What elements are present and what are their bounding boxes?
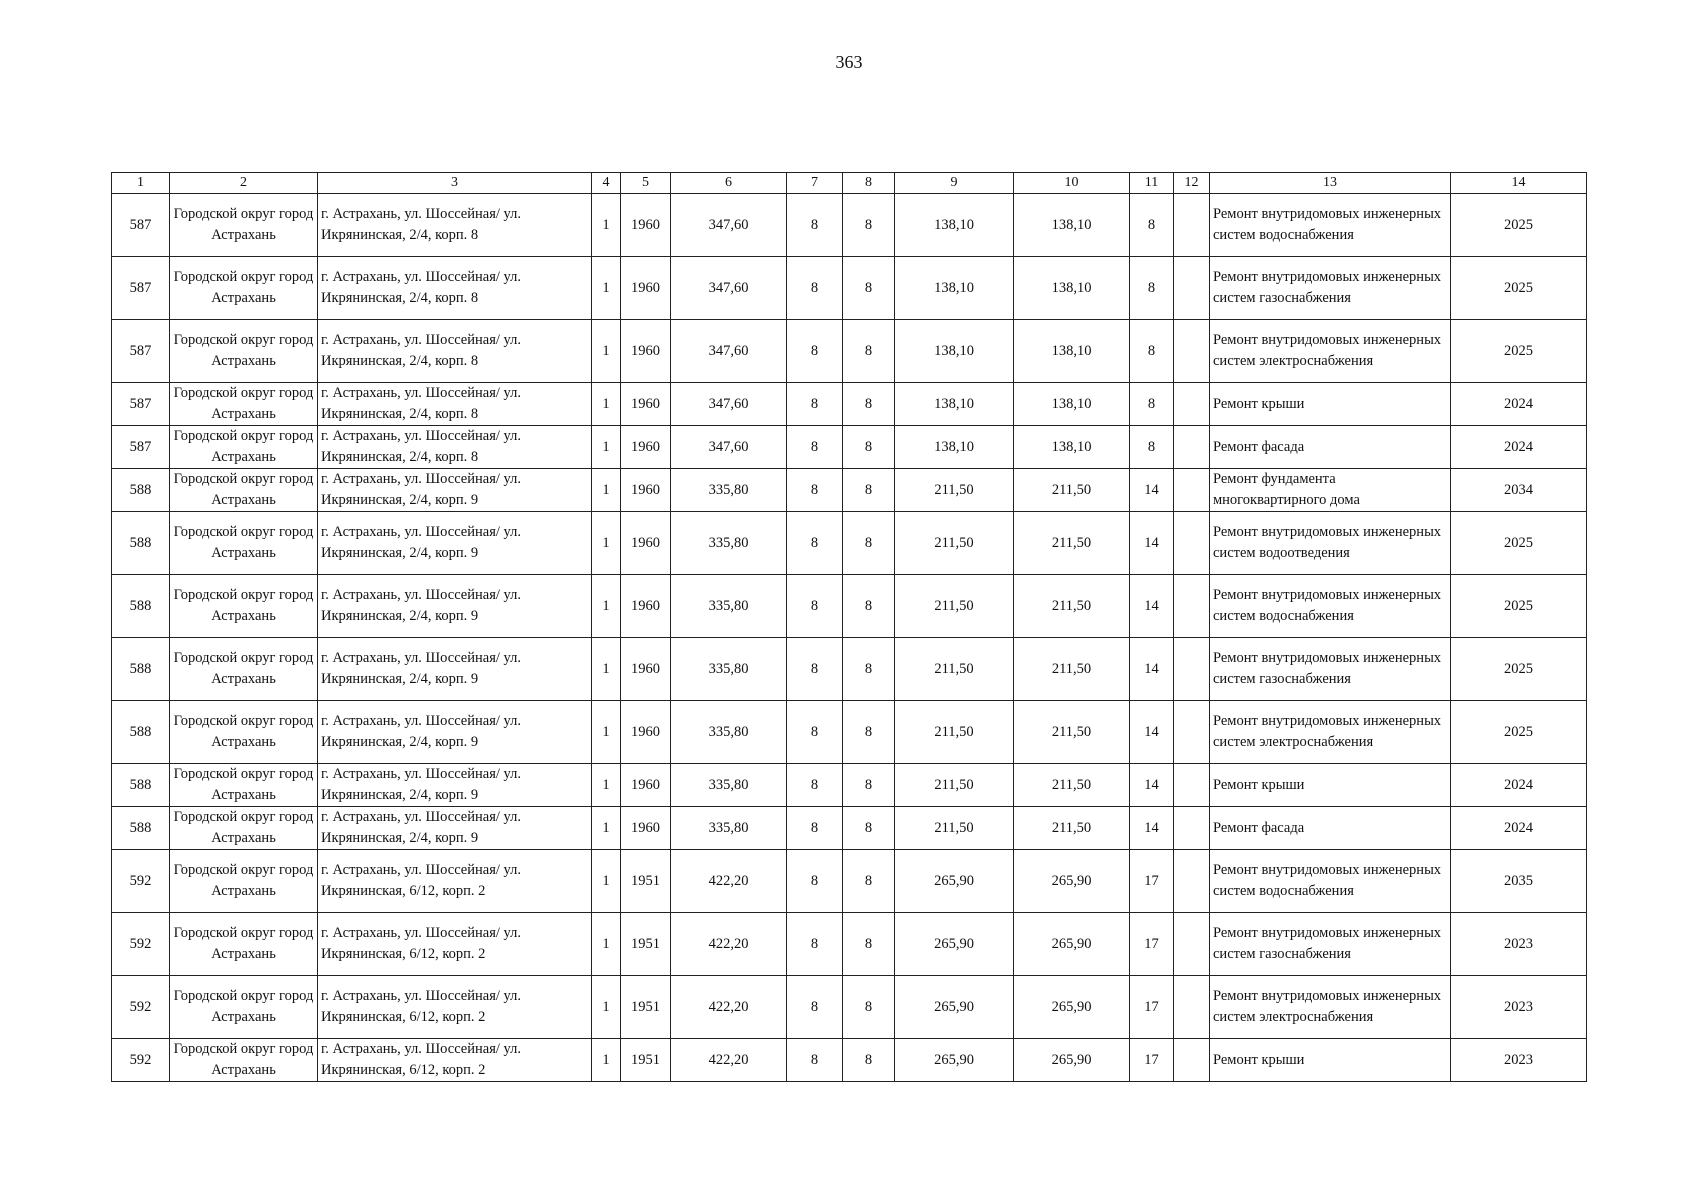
- cell-residents: 14: [1130, 575, 1174, 638]
- cell-work-type: Ремонт крыши: [1210, 764, 1451, 807]
- cell-residential-area: 138,10: [1014, 320, 1130, 383]
- cell-row-number: 592: [112, 913, 170, 976]
- cell-row-number: 588: [112, 701, 170, 764]
- cell-year-built: 1951: [621, 913, 671, 976]
- cell-floors-max: 8: [843, 638, 895, 701]
- cell-residential-area: 265,90: [1014, 913, 1130, 976]
- cell-address: г. Астрахань, ул. Шоссейная/ ул. Икрянинская, 6/12, корп. 2: [318, 976, 592, 1039]
- cell-residential-area: 211,50: [1014, 764, 1130, 807]
- table-row: [112, 638, 1587, 701]
- cell-living-area: 211,50: [895, 701, 1014, 764]
- table-row: [112, 807, 1587, 850]
- cell-work-type: Ремонт внутридомовых инженерных систем газоснабжения: [1210, 638, 1451, 701]
- cell-building-count: 1: [592, 976, 621, 1039]
- cell-total-area: 347,60: [671, 194, 787, 257]
- cell-residential-area: 211,50: [1014, 469, 1130, 512]
- cell-floors-max: 8: [843, 512, 895, 575]
- cell-work-type: Ремонт внутридомовых инженерных систем электроснабжения: [1210, 701, 1451, 764]
- cell-col-12: [1174, 512, 1210, 575]
- table-row: [112, 512, 1587, 575]
- cell-residents: 8: [1130, 194, 1174, 257]
- cell-address: г. Астрахань, ул. Шоссейная/ ул. Икрянинская, 2/4, корп. 8: [318, 426, 592, 469]
- cell-row-number: 588: [112, 575, 170, 638]
- cell-row-number: 587: [112, 194, 170, 257]
- cell-living-area: 138,10: [895, 383, 1014, 426]
- cell-col-12: [1174, 764, 1210, 807]
- cell-floors-max: 8: [843, 850, 895, 913]
- cell-residential-area: 211,50: [1014, 807, 1130, 850]
- cell-floors-max: 8: [843, 320, 895, 383]
- cell-floors-max: 8: [843, 913, 895, 976]
- cell-total-area: 347,60: [671, 383, 787, 426]
- table-row: [112, 469, 1587, 512]
- cell-residential-area: 265,90: [1014, 850, 1130, 913]
- cell-planned-year: 2035: [1451, 850, 1587, 913]
- column-header: 11: [1130, 173, 1174, 194]
- cell-total-area: 422,20: [671, 976, 787, 1039]
- cell-residential-area: 138,10: [1014, 383, 1130, 426]
- cell-building-count: 1: [592, 512, 621, 575]
- cell-residents: 17: [1130, 976, 1174, 1039]
- cell-building-count: 1: [592, 850, 621, 913]
- cell-address: г. Астрахань, ул. Шоссейная/ ул. Икрянинская, 2/4, корп. 9: [318, 575, 592, 638]
- cell-building-count: 1: [592, 257, 621, 320]
- cell-floors-max: 8: [843, 764, 895, 807]
- cell-living-area: 138,10: [895, 426, 1014, 469]
- cell-row-number: 588: [112, 764, 170, 807]
- cell-year-built: 1960: [621, 194, 671, 257]
- cell-living-area: 211,50: [895, 469, 1014, 512]
- cell-planned-year: 2025: [1451, 701, 1587, 764]
- cell-year-built: 1960: [621, 320, 671, 383]
- cell-building-count: 1: [592, 913, 621, 976]
- column-header: 4: [592, 173, 621, 194]
- cell-row-number: 592: [112, 976, 170, 1039]
- cell-floors-max: 8: [843, 807, 895, 850]
- cell-planned-year: 2024: [1451, 807, 1587, 850]
- page-number: 363: [835, 52, 863, 72]
- cell-floors: 8: [787, 257, 843, 320]
- cell-work-type: Ремонт внутридомовых инженерных систем водоотведения: [1210, 512, 1451, 575]
- cell-residents: 8: [1130, 257, 1174, 320]
- cell-floors: 8: [787, 469, 843, 512]
- cell-year-built: 1960: [621, 426, 671, 469]
- cell-residential-area: 211,50: [1014, 575, 1130, 638]
- cell-floors: 8: [787, 426, 843, 469]
- cell-residential-area: 211,50: [1014, 701, 1130, 764]
- cell-floors: 8: [787, 913, 843, 976]
- cell-municipality: Городской округ город Астрахань: [170, 194, 318, 257]
- cell-year-built: 1960: [621, 638, 671, 701]
- cell-row-number: 587: [112, 383, 170, 426]
- cell-floors-max: 8: [843, 469, 895, 512]
- cell-work-type: Ремонт крыши: [1210, 383, 1451, 426]
- cell-col-12: [1174, 701, 1210, 764]
- cell-residents: 8: [1130, 383, 1174, 426]
- cell-living-area: 138,10: [895, 194, 1014, 257]
- cell-total-area: 335,80: [671, 807, 787, 850]
- cell-residents: 8: [1130, 426, 1174, 469]
- cell-municipality: Городской округ город Астрахань: [170, 764, 318, 807]
- cell-floors: 8: [787, 701, 843, 764]
- cell-residential-area: 138,10: [1014, 426, 1130, 469]
- cell-residential-area: 138,10: [1014, 194, 1130, 257]
- cell-col-12: [1174, 257, 1210, 320]
- cell-living-area: 265,90: [895, 1039, 1014, 1082]
- cell-residents: 17: [1130, 850, 1174, 913]
- cell-planned-year: 2024: [1451, 764, 1587, 807]
- cell-residents: 14: [1130, 764, 1174, 807]
- cell-address: г. Астрахань, ул. Шоссейная/ ул. Икрянинская, 2/4, корп. 8: [318, 194, 592, 257]
- cell-row-number: 588: [112, 469, 170, 512]
- cell-total-area: 335,80: [671, 764, 787, 807]
- cell-residential-area: 211,50: [1014, 638, 1130, 701]
- cell-building-count: 1: [592, 764, 621, 807]
- cell-municipality: Городской округ город Астрахань: [170, 850, 318, 913]
- cell-building-count: 1: [592, 1039, 621, 1082]
- cell-planned-year: 2023: [1451, 1039, 1587, 1082]
- cell-planned-year: 2025: [1451, 512, 1587, 575]
- cell-work-type: Ремонт внутридомовых инженерных систем водоснабжения: [1210, 194, 1451, 257]
- cell-floors-max: 8: [843, 701, 895, 764]
- cell-building-count: 1: [592, 638, 621, 701]
- cell-planned-year: 2034: [1451, 469, 1587, 512]
- cell-floors: 8: [787, 976, 843, 1039]
- cell-work-type: Ремонт фасада: [1210, 426, 1451, 469]
- cell-col-12: [1174, 807, 1210, 850]
- cell-planned-year: 2025: [1451, 257, 1587, 320]
- cell-municipality: Городской округ город Астрахань: [170, 320, 318, 383]
- cell-row-number: 592: [112, 1039, 170, 1082]
- cell-total-area: 422,20: [671, 850, 787, 913]
- cell-work-type: Ремонт фундамента многоквартирного дома: [1210, 469, 1451, 512]
- cell-residents: 14: [1130, 638, 1174, 701]
- table-row: [112, 575, 1587, 638]
- column-header: 10: [1014, 173, 1130, 194]
- column-number-row: [112, 173, 1587, 194]
- cell-planned-year: 2024: [1451, 383, 1587, 426]
- cell-work-type: Ремонт крыши: [1210, 1039, 1451, 1082]
- cell-municipality: Городской округ город Астрахань: [170, 807, 318, 850]
- cell-municipality: Городской округ город Астрахань: [170, 913, 318, 976]
- cell-address: г. Астрахань, ул. Шоссейная/ ул. Икрянинская, 2/4, корп. 8: [318, 383, 592, 426]
- cell-living-area: 265,90: [895, 976, 1014, 1039]
- cell-living-area: 138,10: [895, 320, 1014, 383]
- column-header: 14: [1451, 173, 1587, 194]
- cell-planned-year: 2023: [1451, 976, 1587, 1039]
- cell-residential-area: 265,90: [1014, 1039, 1130, 1082]
- table-row: [112, 194, 1587, 257]
- cell-municipality: Городской округ город Астрахань: [170, 469, 318, 512]
- cell-year-built: 1960: [621, 575, 671, 638]
- cell-total-area: 335,80: [671, 575, 787, 638]
- cell-address: г. Астрахань, ул. Шоссейная/ ул. Икрянинская, 2/4, корп. 9: [318, 807, 592, 850]
- cell-row-number: 588: [112, 638, 170, 701]
- cell-total-area: 347,60: [671, 257, 787, 320]
- cell-residents: 14: [1130, 512, 1174, 575]
- cell-row-number: 588: [112, 512, 170, 575]
- cell-floors: 8: [787, 807, 843, 850]
- cell-total-area: 422,20: [671, 1039, 787, 1082]
- cell-municipality: Городской округ город Астрахань: [170, 257, 318, 320]
- table-row: [112, 764, 1587, 807]
- column-header: 12: [1174, 173, 1210, 194]
- cell-total-area: 347,60: [671, 426, 787, 469]
- cell-floors: 8: [787, 194, 843, 257]
- cell-total-area: 335,80: [671, 512, 787, 575]
- cell-row-number: 592: [112, 850, 170, 913]
- cell-year-built: 1960: [621, 701, 671, 764]
- cell-total-area: 335,80: [671, 638, 787, 701]
- cell-living-area: 211,50: [895, 575, 1014, 638]
- cell-col-12: [1174, 638, 1210, 701]
- cell-planned-year: 2025: [1451, 575, 1587, 638]
- cell-residents: 14: [1130, 701, 1174, 764]
- cell-living-area: 265,90: [895, 850, 1014, 913]
- cell-residents: 17: [1130, 1039, 1174, 1082]
- cell-work-type: Ремонт внутридомовых инженерных систем газоснабжения: [1210, 913, 1451, 976]
- register-table: [111, 172, 1587, 1082]
- cell-address: г. Астрахань, ул. Шоссейная/ ул. Икрянинская, 6/12, корп. 2: [318, 850, 592, 913]
- cell-living-area: 265,90: [895, 913, 1014, 976]
- cell-municipality: Городской округ город Астрахань: [170, 1039, 318, 1082]
- cell-building-count: 1: [592, 320, 621, 383]
- cell-floors: 8: [787, 1039, 843, 1082]
- column-header: 8: [843, 173, 895, 194]
- cell-year-built: 1951: [621, 976, 671, 1039]
- cell-year-built: 1960: [621, 764, 671, 807]
- cell-planned-year: 2025: [1451, 638, 1587, 701]
- cell-municipality: Городской округ город Астрахань: [170, 976, 318, 1039]
- cell-address: г. Астрахань, ул. Шоссейная/ ул. Икрянинская, 2/4, корп. 9: [318, 469, 592, 512]
- column-header: 1: [112, 173, 170, 194]
- cell-municipality: Городской округ город Астрахань: [170, 512, 318, 575]
- cell-col-12: [1174, 976, 1210, 1039]
- column-header: 3: [318, 173, 592, 194]
- cell-col-12: [1174, 426, 1210, 469]
- cell-total-area: 347,60: [671, 320, 787, 383]
- cell-municipality: Городской округ город Астрахань: [170, 426, 318, 469]
- cell-col-12: [1174, 469, 1210, 512]
- cell-year-built: 1960: [621, 807, 671, 850]
- column-header: 9: [895, 173, 1014, 194]
- cell-address: г. Астрахань, ул. Шоссейная/ ул. Икрянинская, 2/4, корп. 9: [318, 512, 592, 575]
- cell-year-built: 1951: [621, 1039, 671, 1082]
- table-row: [112, 850, 1587, 913]
- cell-year-built: 1960: [621, 257, 671, 320]
- cell-year-built: 1960: [621, 383, 671, 426]
- cell-planned-year: 2024: [1451, 426, 1587, 469]
- cell-living-area: 211,50: [895, 764, 1014, 807]
- cell-col-12: [1174, 1039, 1210, 1082]
- table-body: [112, 173, 1587, 1082]
- cell-work-type: Ремонт внутридомовых инженерных систем водоснабжения: [1210, 850, 1451, 913]
- cell-building-count: 1: [592, 807, 621, 850]
- cell-municipality: Городской округ город Астрахань: [170, 575, 318, 638]
- cell-row-number: 587: [112, 320, 170, 383]
- cell-total-area: 422,20: [671, 913, 787, 976]
- cell-living-area: 138,10: [895, 257, 1014, 320]
- cell-floors: 8: [787, 638, 843, 701]
- cell-floors-max: 8: [843, 575, 895, 638]
- cell-row-number: 588: [112, 807, 170, 850]
- cell-floors: 8: [787, 512, 843, 575]
- cell-floors: 8: [787, 383, 843, 426]
- cell-floors-max: 8: [843, 976, 895, 1039]
- cell-floors: 8: [787, 320, 843, 383]
- cell-work-type: Ремонт внутридомовых инженерных систем газоснабжения: [1210, 257, 1451, 320]
- cell-col-12: [1174, 320, 1210, 383]
- cell-work-type: Ремонт внутридомовых инженерных систем водоснабжения: [1210, 575, 1451, 638]
- cell-year-built: 1960: [621, 512, 671, 575]
- cell-municipality: Городской округ город Астрахань: [170, 638, 318, 701]
- cell-living-area: 211,50: [895, 807, 1014, 850]
- column-header: 13: [1210, 173, 1451, 194]
- table-row: [112, 426, 1587, 469]
- column-header: 7: [787, 173, 843, 194]
- cell-residential-area: 265,90: [1014, 976, 1130, 1039]
- cell-col-12: [1174, 383, 1210, 426]
- cell-building-count: 1: [592, 701, 621, 764]
- cell-total-area: 335,80: [671, 701, 787, 764]
- column-header: 2: [170, 173, 318, 194]
- cell-building-count: 1: [592, 383, 621, 426]
- cell-address: г. Астрахань, ул. Шоссейная/ ул. Икрянинская, 6/12, корп. 2: [318, 1039, 592, 1082]
- cell-building-count: 1: [592, 194, 621, 257]
- table-row: [112, 913, 1587, 976]
- cell-living-area: 211,50: [895, 512, 1014, 575]
- cell-address: г. Астрахань, ул. Шоссейная/ ул. Икрянинская, 2/4, корп. 9: [318, 764, 592, 807]
- cell-floors-max: 8: [843, 426, 895, 469]
- cell-floors-max: 8: [843, 257, 895, 320]
- cell-address: г. Астрахань, ул. Шоссейная/ ул. Икрянинская, 2/4, корп. 9: [318, 701, 592, 764]
- cell-floors-max: 8: [843, 383, 895, 426]
- table-row: [112, 1039, 1587, 1082]
- cell-row-number: 587: [112, 257, 170, 320]
- cell-year-built: 1960: [621, 469, 671, 512]
- cell-col-12: [1174, 913, 1210, 976]
- cell-municipality: Городской округ город Астрахань: [170, 383, 318, 426]
- table-row: [112, 320, 1587, 383]
- cell-residents: 17: [1130, 913, 1174, 976]
- cell-building-count: 1: [592, 575, 621, 638]
- cell-residents: 14: [1130, 807, 1174, 850]
- cell-floors-max: 8: [843, 1039, 895, 1082]
- cell-residents: 8: [1130, 320, 1174, 383]
- cell-residential-area: 138,10: [1014, 257, 1130, 320]
- table-row: [112, 701, 1587, 764]
- table-row: [112, 976, 1587, 1039]
- cell-planned-year: 2025: [1451, 194, 1587, 257]
- cell-building-count: 1: [592, 426, 621, 469]
- cell-work-type: Ремонт внутридомовых инженерных систем электроснабжения: [1210, 320, 1451, 383]
- cell-planned-year: 2023: [1451, 913, 1587, 976]
- cell-address: г. Астрахань, ул. Шоссейная/ ул. Икрянинская, 6/12, корп. 2: [318, 913, 592, 976]
- cell-col-12: [1174, 850, 1210, 913]
- cell-year-built: 1951: [621, 850, 671, 913]
- cell-residential-area: 211,50: [1014, 512, 1130, 575]
- table-row: [112, 383, 1587, 426]
- cell-total-area: 335,80: [671, 469, 787, 512]
- column-header: 6: [671, 173, 787, 194]
- cell-address: г. Астрахань, ул. Шоссейная/ ул. Икрянинская, 2/4, корп. 9: [318, 638, 592, 701]
- cell-floors-max: 8: [843, 194, 895, 257]
- column-header: 5: [621, 173, 671, 194]
- cell-work-type: Ремонт фасада: [1210, 807, 1451, 850]
- cell-living-area: 211,50: [895, 638, 1014, 701]
- cell-address: г. Астрахань, ул. Шоссейная/ ул. Икрянинская, 2/4, корп. 8: [318, 257, 592, 320]
- cell-col-12: [1174, 194, 1210, 257]
- cell-building-count: 1: [592, 469, 621, 512]
- cell-address: г. Астрахань, ул. Шоссейная/ ул. Икрянинская, 2/4, корп. 8: [318, 320, 592, 383]
- cell-floors: 8: [787, 850, 843, 913]
- cell-row-number: 587: [112, 426, 170, 469]
- table-row: [112, 257, 1587, 320]
- cell-col-12: [1174, 575, 1210, 638]
- cell-work-type: Ремонт внутридомовых инженерных систем электроснабжения: [1210, 976, 1451, 1039]
- cell-municipality: Городской округ город Астрахань: [170, 701, 318, 764]
- cell-floors: 8: [787, 764, 843, 807]
- cell-planned-year: 2025: [1451, 320, 1587, 383]
- cell-floors: 8: [787, 575, 843, 638]
- cell-residents: 14: [1130, 469, 1174, 512]
